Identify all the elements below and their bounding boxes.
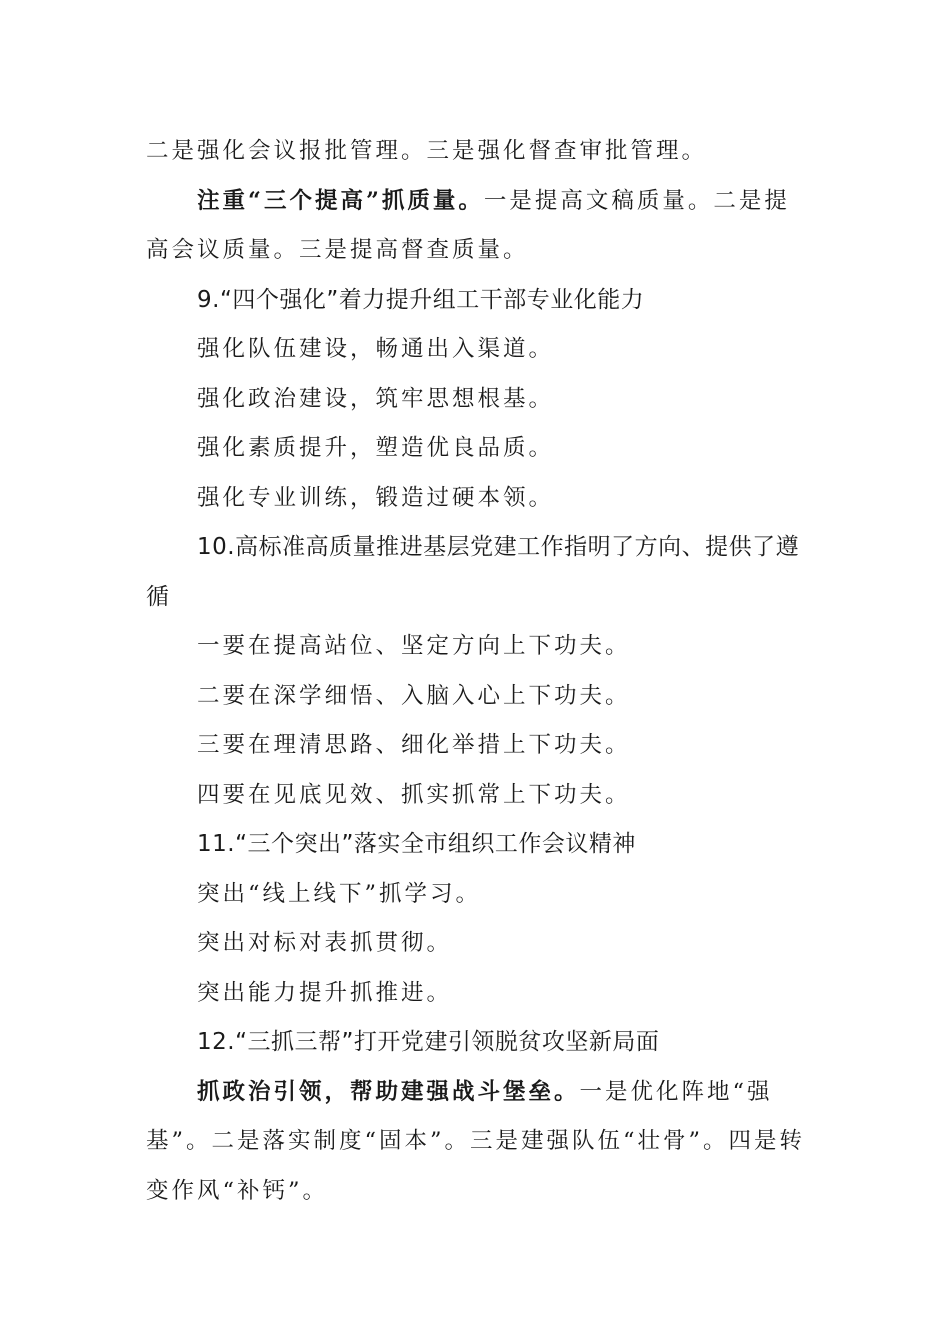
list-item: 强化队伍建设，畅通出入渠道。 [197, 336, 555, 362]
section-heading-12: 12.“三抓三帮”打开党建引领脱贫攻坚新局面 [197, 1029, 660, 1055]
paragraph-continuation [146, 127, 806, 177]
document-body [146, 127, 806, 1216]
list-item: 突出“线上线下”抓学习。 [197, 880, 482, 907]
paragraph-text: 一是提高文稿质量。二是提高会议质量。三是提高督查质量。 [146, 187, 790, 263]
section-heading-11: 11.“三个突出”落实全市组织工作会议精神 [197, 831, 636, 857]
list-item: 强化专业训练，锻造过硬本领。 [197, 484, 555, 511]
paragraph-text: 一是优化阵地“强基”。二是落实制度“固本”。三是建强队伍“壮骨”。四是转变作风“补钙”。 [146, 1078, 806, 1204]
paragraph-three-improvements [146, 177, 806, 276]
list-item: 突出能力提升抓推进。 [197, 979, 453, 1006]
paragraph-lead: 抓政治引领，帮助建强战斗堡垒。 [197, 1078, 580, 1105]
paragraph-text: 二是强化会议报批管理。三是强化督查审批管理。 [146, 138, 708, 164]
list-item: 一要在提高站位、坚定方向上下功夫。 [197, 633, 631, 659]
list-item: 强化政治建设，筑牢思想根基。 [197, 385, 555, 412]
list-item: 三要在理清思路、细化举措上下功夫。 [197, 732, 631, 758]
list-item: 二要在深学细悟、入脑入心上下功夫。 [197, 682, 631, 709]
section-heading-10: 10.高标准高质量推进基层党建工作指明了方向、提供了遵循 [146, 534, 800, 610]
list-item: 四要在见底见效、抓实抓常上下功夫。 [197, 781, 631, 808]
paragraph-lead: 注重“三个提高”抓质量。 [197, 187, 484, 214]
list-item: 突出对标对表抓贯彻。 [197, 930, 453, 956]
paragraph-political-leadership [146, 1068, 806, 1217]
section-heading-9: 9.“四个强化”着力提升组工干部专业化能力 [197, 286, 645, 313]
list-item: 强化素质提升，塑造优良品质。 [197, 435, 555, 461]
